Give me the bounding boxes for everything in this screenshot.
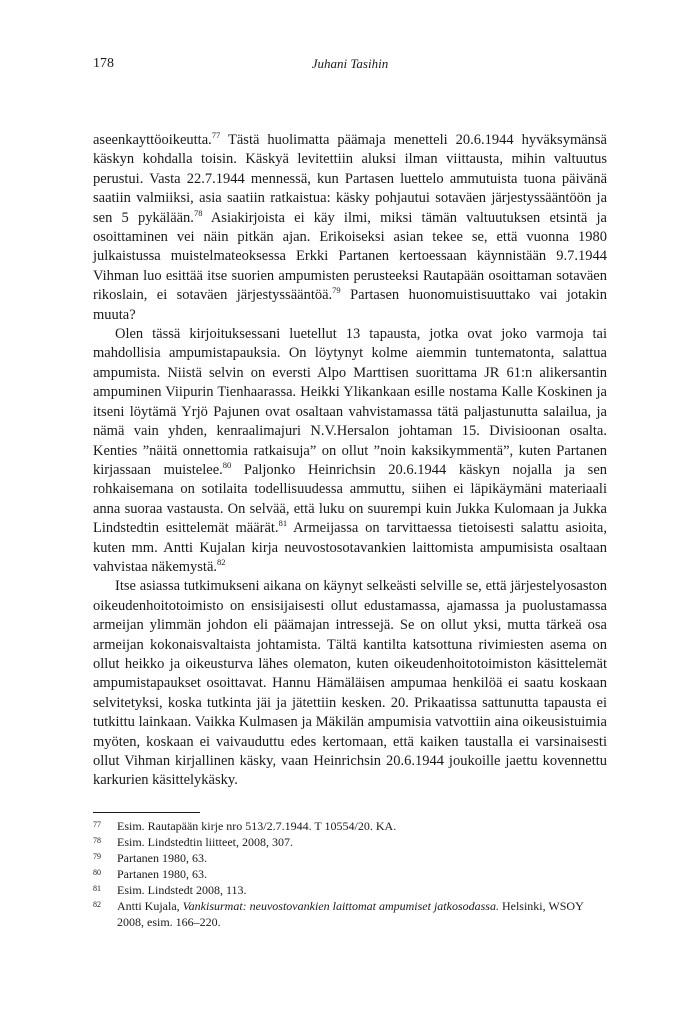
text-run: Olen tässä kirjoituksessani luetellut 13 tapausta, jotka ovat joko varmoja tai mahdollisia ampumistapauksia. On löytynyt kolme aiemmin tuntematonta, salattua ampumista. Niistä selvin on eversti Alpo Marttisen suorittama JR 61:n alikersantin ampuminen Viipurin Tienhaarassa. Heikki Ylikankaan esille nostama Kalle Koskinen ja itseni löytämä Yrjö Pajunen ovat osaltaan vahvistamassa tätä paljastunutta salailua, ja nämä vain yhden, kenraalimajuri N.V.Hersalon johtaman 15. Divisioonan osalta. Kenties ”näitä onnettomia ratkaisuja” on ollut ”noin kaksikymmentä”, kuten Partanen kirjassaan muistelee. [93, 326, 607, 478]
footnote-text: Partanen 1980, 63. [117, 867, 207, 881]
footnote [93, 882, 607, 898]
footnote [93, 898, 607, 930]
footnote-text: Esim. Rautapään kirje nro 513/2.7.1944. T 10554/20. KA. [117, 819, 397, 833]
footnote-number: 78 [93, 836, 101, 845]
footnote-ref[interactable]: 81 [278, 518, 288, 529]
body-text [93, 131, 607, 791]
footnote-text: Partanen 1980, 63. [117, 851, 207, 865]
footnote-ref[interactable]: 78 [193, 207, 203, 218]
text-run: Antti Kujala, [117, 899, 183, 913]
text-run: Armeijassa on tarvittaessa tietoisesti salattu asioita, kuten mm. Antti Kujalan kirja neuvostosotavankien laittomista ampumisista osaltaan vahvistaa näkemystä. [93, 520, 607, 575]
text-run: Asiakirjoista ei käy ilmi, miksi tämän valtuutuksen etsintä ja osoittaminen vei näin pitkän ajan. Erikoiseksi asian tekee se, että vuonna 1980 julkaistussa muistelmateoksessa Erkki Partanen kertoessaan käynnistään 9.7.1944 Vihman luo esittää itse suorien ampumisten perusteeksi Rautapään osoittaman sotaväen rikoslain, ei sotaväen järjestyssääntöä. [93, 209, 607, 304]
footnote [93, 850, 607, 866]
page-number: 178 [93, 56, 114, 71]
footnote-number: 80 [93, 868, 101, 877]
running-head: Juhani Tasihin [311, 56, 389, 71]
footnote-text [117, 898, 607, 930]
footnote-number: 81 [93, 884, 101, 893]
text-run: Tästä huolimatta päämaja menetteli 20.6.1944 hyväksymänsä käskyn kohdalla toisin. Käskyä levitettiin aluksi ilman viittausta, mihin valtuutus perustui. Vasta 22.7.1944 mennessä, kun Partasen luettelo ammutuista tuona päivänä saatiin valmiiksi, asia saatiin ratkaistua: käsky pohjautui sotaväen järjestyssääntöön ja sen 5 pykälään. [93, 132, 607, 226]
paragraph-2 [93, 325, 607, 577]
text-run: Helsinki, WSOY 2008, esim. 166–220. [117, 899, 584, 929]
footnotes [93, 818, 607, 930]
text-run: Paljonko Heinrichsin 20.6.1944 käskyn nojalla ja sen rohkaisemana on sotilaita todellisuudessa ammuttu, siihen ei läpikäymäni materiaali anna suoraa vastausta. On selvää, että luku on suurempi kuin Jukka Kulomaan ja Jukka Lindstedtin esittelemät määrät. [93, 461, 608, 537]
footnote-ref[interactable]: 79 [332, 285, 341, 296]
footnote-text: Esim. Lindstedt 2008, 113. [117, 883, 247, 897]
footnote-number: 82 [93, 900, 101, 909]
footnote-number: 77 [93, 820, 101, 829]
footnote-number: 79 [93, 852, 101, 861]
footnote [93, 866, 607, 882]
footnote [93, 834, 607, 850]
footnote-ref[interactable]: 82 [217, 557, 226, 568]
book-title: Vankisurmat: neuvostovankien laittomat ampumiset jatkosodassa. [182, 899, 499, 913]
footnote-text: Esim. Lindstedtin liitteet, 2008, 307. [117, 835, 293, 849]
paragraph-1 [93, 131, 607, 325]
page-header [93, 56, 607, 76]
text-run: Partasen huonomuistisuuttako vai jotakin muuta? [93, 287, 607, 323]
footnote-divider [93, 812, 200, 813]
footnote-ref[interactable]: 80 [222, 460, 232, 471]
paragraph-3: Itse asiassa tutkimukseni aikana on käynyt selkeästi selville se, että järjestelyosaston oikeudenhoitotoimisto on ensisijaisesti ollut edustamassa, ajamassa ja puolustamassa armeijan ylimmän johdon eli päämajan intressejä. Se on ollut yksi, mutta tärkeä osa armeijan kokonaisvaltaista johtamista. Tältä kantilta katsottuna rivimiesten asema on ollut heikko ja oikeusturva lähes olematon, kuten oikeudenhoitotoimiston käsittelemät ampumistapaukset osoittavat. Hannu Hämäläisen ampumaa henkilöä ei saatu koskaan selvitetyksi, koska tutkinta jäi ja jätettiin kesken. 20. Prikaatissa sattunutta tapausta ei tutkittu lainkaan. Vaikka Kulmasen ja Mäkilän ampumisia vatvottiin aina oikeusistuimia myöten, koskaan ei vaivauduttu edes kertomaan, että kaiken taustalla ei varsinaisesti ollut Vihman kirjallinen käsky, vaan Heinrichsin 20.6.1944 joukoille jaettu kovennettu karkurien käsittelykäsky. [93, 578, 607, 789]
footnote-ref[interactable]: 77 [211, 130, 221, 141]
footnote [93, 818, 607, 834]
text-run: aseenkayttöoikeutta. [93, 132, 212, 148]
